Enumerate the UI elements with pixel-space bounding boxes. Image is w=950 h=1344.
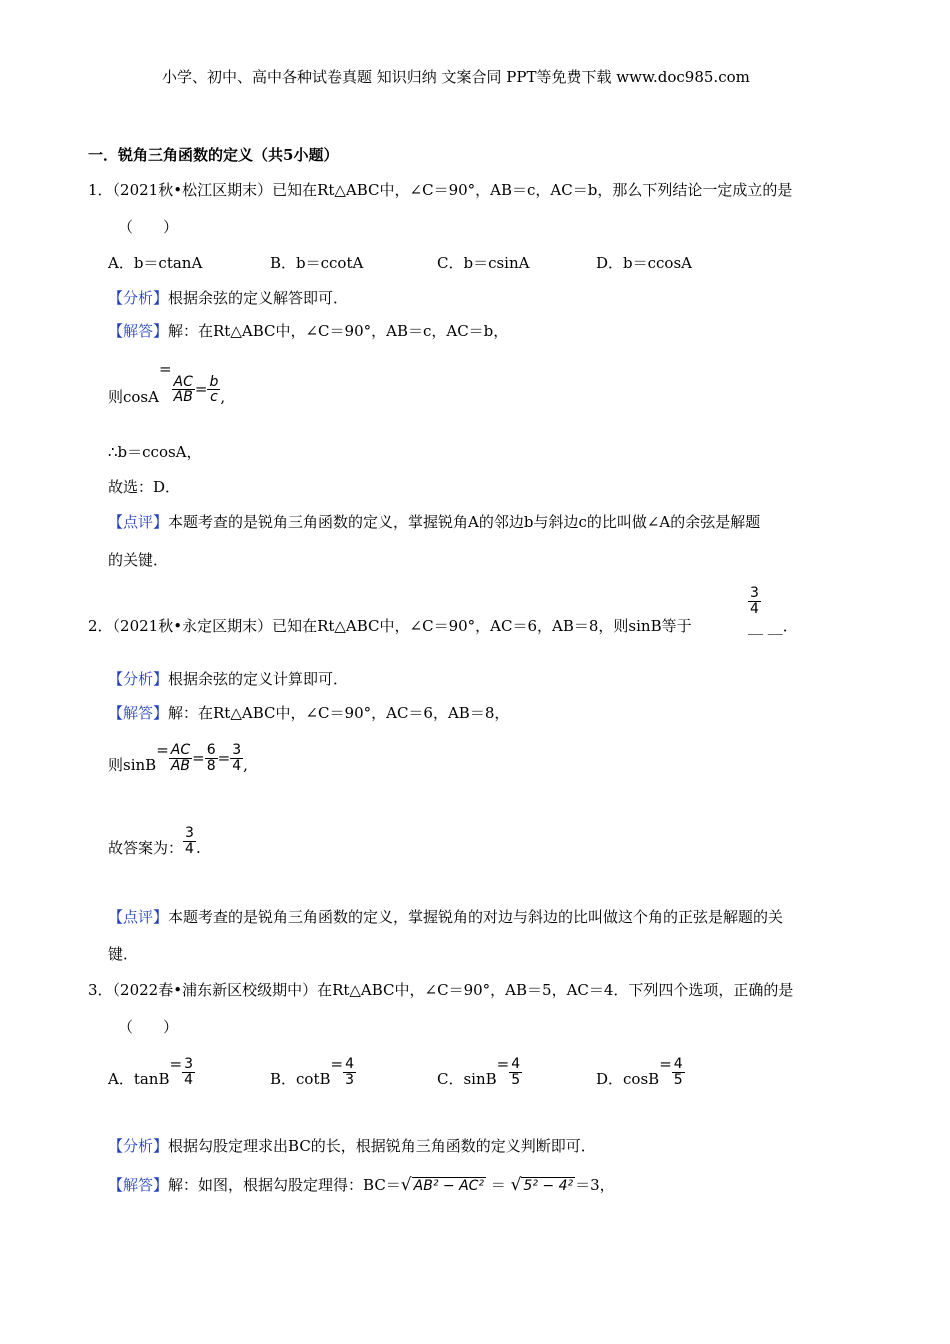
- fraction: $\frac{4}{5}$: [511, 1056, 521, 1088]
- comment-text: 本题考查的是锐角三角函数的定义，掌握锐角A的邻边b与斜边c的比叫做∠A的余弦是解题: [168, 513, 761, 531]
- formula-prefix: 则cosA: [108, 388, 159, 406]
- sqrt-expression: 5² − 4²: [523, 1178, 574, 1194]
- q1-therefore: ∴b＝ccosA，: [108, 443, 202, 461]
- q1-analysis: [108, 291, 348, 306]
- fraction: $\frac{3}{4}$: [750, 585, 759, 617]
- comment-tag: 【点评】: [108, 908, 169, 926]
- q2-sin-formula: 则sinB= $\frac{AC}{AB}$ = $\frac{6}{8}$ = $\frac{3}{4}$ ,: [108, 741, 248, 775]
- q1-option-b: B．b＝ccotA: [270, 254, 364, 272]
- q2-answer: [108, 706, 509, 721]
- answer-text: 解：在Rt△ABC中，∠C＝90°，AC＝6，AB＝8，: [168, 704, 510, 722]
- answer-text: 解：如图，根据勾股定理得：BC＝: [168, 1176, 401, 1194]
- fraction: $\frac{3}{4}$: [185, 825, 194, 857]
- q3-option-c: C．sinB= $\frac{4}{5}$: [437, 1055, 521, 1089]
- q1-blank-parens: （ ）: [118, 218, 179, 236]
- answer-tag: 【解答】: [108, 1176, 169, 1194]
- sqrt-expression: AB² − AC²: [413, 1178, 485, 1194]
- q1-stem: 1．（2021秋•松江区期末）已知在Rt△ABC中，∠C＝90°，AB＝c，AC＝b，那么下列结论一定成立的是: [88, 181, 793, 199]
- q2-blank: [748, 586, 761, 616]
- fraction: $\frac{AC}{AB}$: [173, 373, 193, 406]
- answer-tag: 【解答】: [108, 704, 169, 722]
- fraction: $\frac{4}{3}$: [345, 1056, 355, 1088]
- comment-tag: 【点评】: [108, 513, 169, 531]
- fraction: $\frac{6}{8}$: [206, 742, 216, 774]
- fraction: $\frac{AC}{AB}$: [170, 742, 191, 774]
- q2-underline: __ __．: [748, 617, 798, 635]
- q2-comment: [108, 910, 783, 925]
- q1-cos-formula: 则cosA= $\frac{AC}{AB}$ = $\frac{b}{c}$ ,: [108, 360, 226, 406]
- q3-answer: 【解答】解：如图，根据勾股定理得：BC＝√ AB² − AC² ＝ √ 5² − 4² ＝3，: [108, 1175, 615, 1195]
- page-header: 小学、初中、高中各种试卷真题 知识归纳 文案合同 PPT等免费下载 www.doc985.com: [162, 68, 750, 86]
- analysis-tag: 【分析】: [108, 289, 169, 307]
- q3-option-a: A．tanB= $\frac{3}{4}$: [108, 1055, 193, 1089]
- fraction: $\frac{3}{4}$: [232, 742, 242, 774]
- q1-option-d: D．b＝ccosA: [596, 254, 692, 272]
- q1-comment: [108, 515, 760, 530]
- final-prefix: 故答案为：: [108, 839, 184, 858]
- fraction: $\frac{4}{5}$: [673, 1056, 683, 1088]
- q3-blank-parens: （ ）: [118, 1018, 179, 1036]
- analysis-text: 根据余弦的定义计算即可．: [168, 670, 349, 688]
- answer-tag: 【解答】: [108, 322, 169, 340]
- analysis-text: 根据勾股定理求出BC的长，根据锐角三角函数的定义判断即可．: [168, 1137, 596, 1155]
- q1-option-c: C．b＝csinA: [437, 254, 530, 272]
- q2-comment-cont: 键．: [108, 945, 139, 963]
- q1-answer: [108, 324, 508, 339]
- q3-stem: 3．（2022春•浦东新区校级期中）在Rt△ABC中，∠C＝90°，AB＝5，AC＝4．下列四个选项，正确的是: [88, 981, 794, 999]
- formula-prefix: 则sinB: [108, 756, 157, 775]
- q3-analysis: [108, 1139, 596, 1154]
- q3-option-d: D．cosB= $\frac{4}{5}$: [596, 1055, 683, 1089]
- analysis-tag: 【分析】: [108, 670, 169, 688]
- q2-final-answer: 故答案为： $\frac{3}{4}$ .: [108, 825, 201, 858]
- q1-option-a: A．b＝ctanA: [108, 254, 203, 272]
- q1-comment-cont: 的关键．: [108, 551, 169, 569]
- fraction: $\frac{3}{4}$: [184, 1056, 193, 1088]
- fraction: $\frac{b}{c}$: [209, 373, 219, 406]
- q2-stem: 2．（2021秋•永定区期末）已知在Rt△ABC中，∠C＝90°，AC＝6，AB＝8，则sinB等于: [88, 617, 692, 635]
- analysis-text: 根据余弦的定义解答即可．: [168, 289, 349, 307]
- section-title: 一．锐角三角函数的定义（共5小题）: [88, 146, 339, 164]
- analysis-tag: 【分析】: [108, 1137, 169, 1155]
- q3-option-b: B．cotB= $\frac{4}{3}$: [270, 1055, 355, 1089]
- comment-text: 本题考查的是锐角三角函数的定义，掌握锐角的对边与斜边的比叫做这个角的正弦是解题的关: [168, 908, 784, 926]
- q1-choice: 故选：D．: [108, 478, 181, 496]
- q2-analysis: [108, 672, 348, 687]
- answer-text: 解：在Rt△ABC中，∠C＝90°，AB＝c，AC＝b，: [168, 322, 509, 340]
